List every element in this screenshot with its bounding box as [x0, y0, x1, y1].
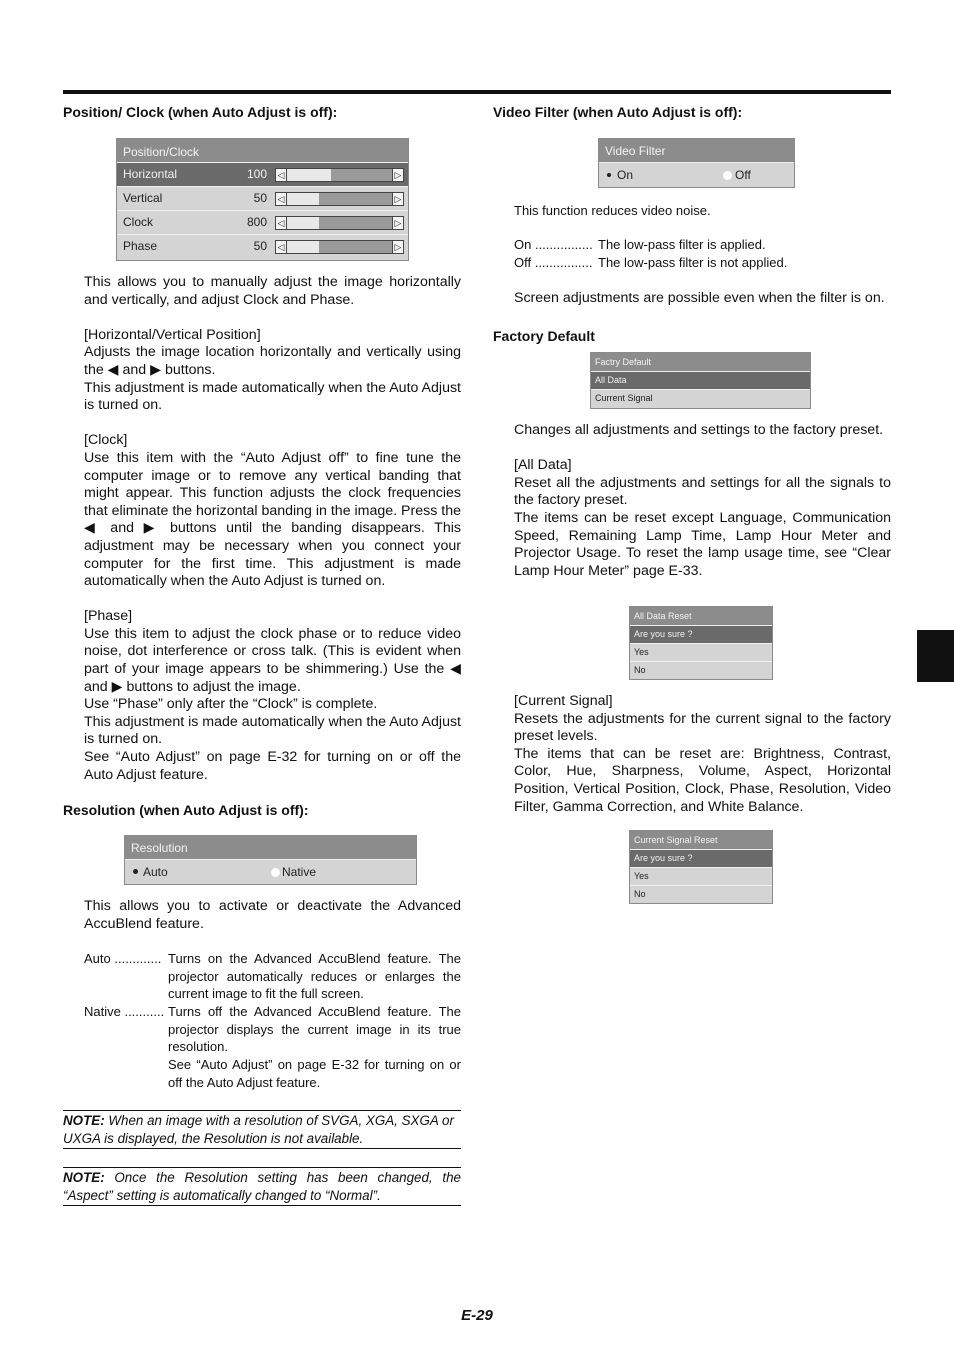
slider-label: Vertical: [123, 191, 163, 205]
off-label: Off: [735, 168, 751, 182]
all-data-label: All Data: [595, 375, 627, 385]
all-data-text: Reset all the adjustments and settings for all the signals to the factory preset.: [514, 474, 891, 509]
on-option: [607, 163, 633, 187]
note-text: When an image with a resolution of SVGA, XGA, SXGA or UXGA is displayed, the Resolution is not available.: [63, 1113, 454, 1146]
hv-text: Adjusts the image location horizontally and vertically using the ◀ and ▶ buttons.: [84, 344, 461, 378]
menu-title: Position/Clock: [117, 139, 408, 162]
video-filter-note: Screen adjustments are possible even when the filter is on.: [514, 290, 885, 306]
note1-top-rule: [63, 1110, 461, 1111]
yes-label: Yes: [634, 871, 649, 881]
position-clock-heading: Position/ Clock (when Auto Adjust is off):: [63, 104, 338, 120]
left-arrow-icon: ◁: [276, 217, 287, 229]
confirm-question: [630, 849, 772, 867]
video-filter-options: [599, 162, 794, 187]
native-label: Native: [282, 865, 317, 879]
on-definition: The low-pass filter is applied.: [598, 237, 766, 252]
on-term: On ................: [514, 237, 593, 252]
clock-title: [Clock]: [84, 432, 128, 449]
all-data-reset-menu: [629, 606, 773, 680]
no-item: [630, 661, 772, 679]
auto-term: Auto .............: [84, 951, 162, 966]
menu-title: Factry Default: [591, 353, 810, 371]
no-label: No: [634, 665, 646, 675]
resolution-menu: [124, 835, 417, 885]
hv-title: [Horizontal/Vertical Position]: [84, 326, 261, 343]
slider-row: [117, 234, 408, 258]
slider-row: [117, 162, 408, 186]
current-signal-item: [591, 389, 810, 407]
slider-fill: [331, 169, 392, 181]
page-number: E-29: [461, 1307, 493, 1324]
on-label: On: [617, 168, 634, 182]
slider-value: 800: [246, 215, 267, 229]
off-term: Off ................: [514, 255, 593, 270]
no-item: [630, 885, 772, 903]
no-label: No: [634, 889, 646, 899]
question-label: Are you sure ?: [634, 629, 693, 639]
slider-bar: [275, 192, 404, 206]
slider-fill: [319, 217, 392, 229]
slider-bar: [275, 240, 404, 254]
slider-label: Phase: [123, 239, 158, 253]
menu-title: Resolution: [125, 836, 416, 859]
note-2: [63, 1169, 461, 1204]
current-signal-body: [514, 693, 891, 816]
native-definition: Turns off the Advanced AccuBlend feature. The projector displays the current image in its true resolution.: [168, 1004, 461, 1055]
current-signal-reset-menu: [629, 830, 773, 904]
native-see-text: See “Auto Adjust” on page E-32 for turning on or off the Auto Adjust feature.: [168, 1057, 461, 1090]
slider-value: 50: [253, 191, 267, 205]
all-data-item: [591, 371, 810, 389]
radio-empty-icon: [271, 868, 280, 877]
off-definition: The low-pass filter is not applied.: [598, 255, 788, 270]
note1-bottom-rule: [63, 1148, 461, 1149]
current-signal-label: Current Signal: [595, 393, 653, 403]
slider-label: Clock: [123, 215, 154, 229]
position-clock-body: [84, 274, 461, 784]
clock-text: Use this item with the “Auto Adjust off” to fine tune the computer image or to remove any vertical banding that might appear. This function adjusts the clock frequencies that eliminate the horizontal banding in the image. Press the ◀ and ▶ buttons until the banding disappears. This adjustment may be necessary when you connect your computer for the first time. This adjustment is made automatically when the Auto Adjust is turned on.: [84, 449, 461, 590]
note-1: [63, 1112, 461, 1147]
resolution-intro: [84, 898, 461, 933]
slider-row: [117, 210, 408, 234]
auto-label: Auto: [143, 865, 168, 879]
radio-empty-icon: [723, 171, 732, 180]
note2-top-rule: [63, 1167, 461, 1168]
left-arrow-icon: ◁: [276, 241, 287, 253]
note-label: NOTE:: [63, 1113, 105, 1128]
note-text: Once the Resolution setting has been changed, the “Aspect” setting is automatically changed to “Normal”.: [63, 1170, 461, 1203]
current-signal-items-text: The items that can be reset are: Brightness, Contrast, Color, Hue, Sharpness, Volume, Aspect, Horizontal Position, Vertical Position, Clock, Phase, Resolution, Video Filter, Gamma Correction, and White Balance.: [514, 745, 891, 815]
all-data-title: [All Data]: [514, 457, 572, 474]
resolution-text: This allows you to activate or deactivate the Advanced AccuBlend feature.: [84, 898, 461, 932]
yes-item: [630, 643, 772, 661]
slider-bar: [275, 168, 404, 182]
resolution-options: [125, 859, 416, 884]
menu-title: Video Filter: [599, 139, 794, 162]
video-filter-heading: Video Filter (when Auto Adjust is off):: [493, 104, 743, 120]
hv-auto-text: This adjustment is made automatically when the Auto Adjust is turned on.: [84, 379, 461, 414]
yes-item: [630, 867, 772, 885]
phase-title: [Phase]: [84, 608, 133, 625]
auto-option: [133, 860, 168, 884]
slider-bar: [275, 216, 404, 230]
right-arrow-icon: ▷: [392, 193, 403, 205]
factory-default-body: [514, 422, 891, 580]
top-rule: [63, 90, 891, 94]
note-label: NOTE:: [63, 1170, 105, 1185]
slider-value: 50: [253, 239, 267, 253]
left-arrow-icon: ◁: [276, 169, 287, 181]
slider-fill: [319, 241, 392, 253]
all-data-except-text: The items can be reset except Language, Communication Speed, Remaining Lamp Time, Lamp Hour Meter and Projector Usage. To reset the lamp usage time, see “Clear Lamp Hour Meter” page E-33.: [514, 509, 891, 579]
video-filter-desc: This function reduces video noise.: [514, 203, 711, 218]
section-tab: [917, 630, 954, 682]
resolution-definitions: [84, 950, 461, 1095]
menu-title: Current Signal Reset: [630, 831, 772, 849]
position-clock-menu: [116, 138, 409, 261]
right-arrow-icon: ▷: [392, 241, 403, 253]
current-signal-title: [Current Signal]: [514, 693, 613, 709]
factory-default-menu: [590, 352, 811, 409]
phase-see-text: See “Auto Adjust” on page E-32 for turning on or off the Auto Adjust feature.: [84, 749, 461, 783]
slider-value: 100: [246, 167, 267, 181]
off-option: [723, 163, 751, 187]
confirm-question: [630, 625, 772, 643]
current-signal-text: Resets the adjustments for the current signal to the factory preset levels.: [514, 710, 891, 745]
left-arrow-icon: ◁: [276, 193, 287, 205]
native-option: [271, 860, 316, 884]
intro-text: This allows you to manually adjust the image horizontally and vertically, and adjust Clock and Phase.: [84, 274, 461, 308]
phase-auto-text: This adjustment is made automatically when the Auto Adjust is turned on.: [84, 713, 461, 748]
phase-order-text: Use “Phase” only after the “Clock” is complete.: [84, 696, 378, 713]
video-filter-menu: [598, 138, 795, 188]
radio-selected-icon: [133, 869, 138, 874]
yes-label: Yes: [634, 647, 649, 657]
phase-text: Use this item to adjust the clock phase or to reduce video noise, dot interference or cross talk. (This is evident when part of your image appears to be shimmering.) Use the ◀ and ▶ buttons to adjust the image.: [84, 625, 461, 695]
radio-selected-icon: [607, 173, 611, 177]
right-arrow-icon: ▷: [392, 169, 403, 181]
auto-definition: Turns on the Advanced AccuBlend feature. The projector automatically reduces or enlarges the current image to fit the full screen.: [168, 951, 461, 1002]
native-term: Native ...........: [84, 1004, 165, 1019]
right-arrow-icon: ▷: [392, 217, 403, 229]
note2-bottom-rule: [63, 1205, 461, 1206]
resolution-heading: Resolution (when Auto Adjust is off):: [63, 802, 309, 818]
slider-fill: [319, 193, 392, 205]
question-label: Are you sure ?: [634, 853, 693, 863]
factory-default-heading: Factory Default: [493, 328, 595, 344]
slider-row: [117, 186, 408, 210]
factory-intro-text: Changes all adjustments and settings to the factory preset.: [514, 422, 884, 438]
slider-label: Horizontal: [123, 167, 178, 181]
menu-title: All Data Reset: [630, 607, 772, 625]
